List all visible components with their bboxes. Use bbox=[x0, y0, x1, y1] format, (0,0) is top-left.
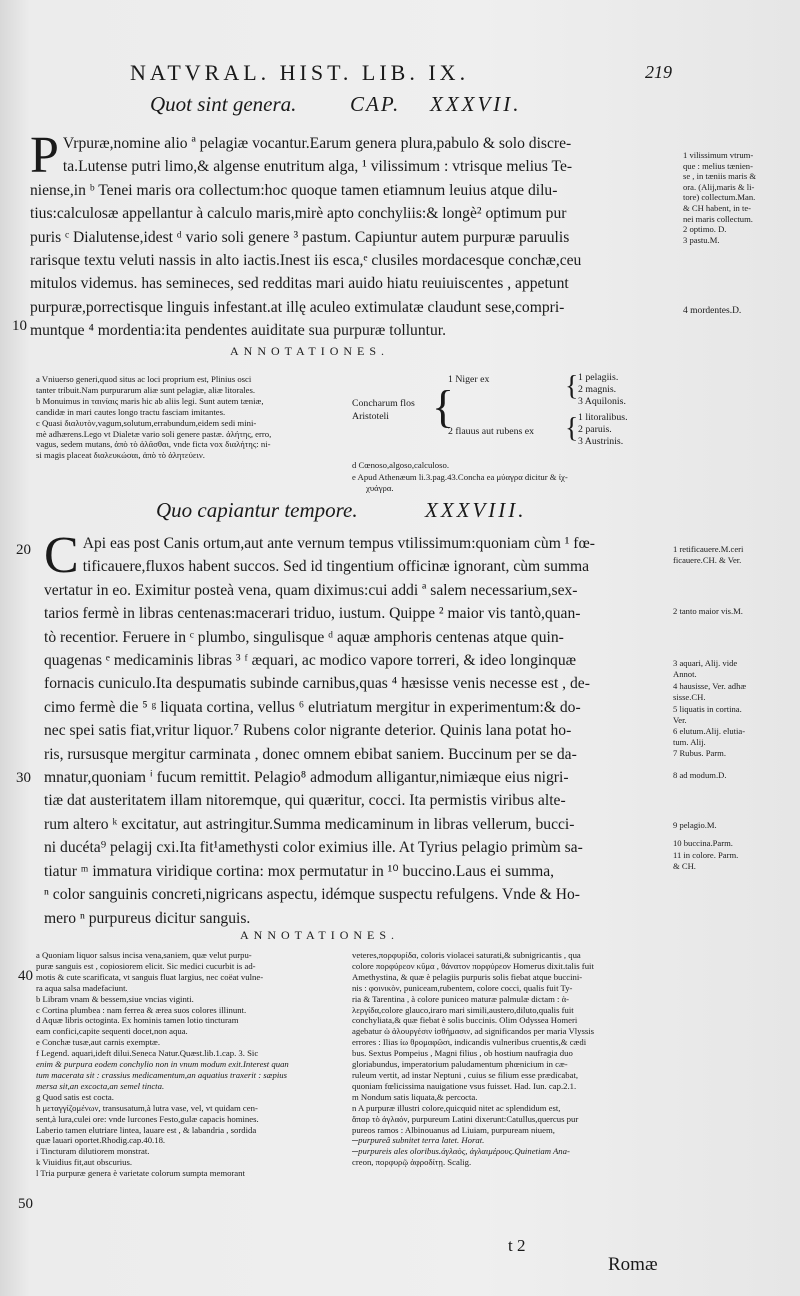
annotation-line: eam confici,capite sequenti docet,non aqua. bbox=[36, 1026, 188, 1037]
annotation-line: gloriabundus, imperatorium paludamentum phœnicium in cæ- bbox=[352, 1059, 568, 1070]
annotation-line: motis & cute scarificata, vt sanguis fluat largius, nec coëat vulne- bbox=[36, 971, 264, 982]
annotation-line: f Legend. aquari,ideft dilui.Seneca Natur.Quæst.lib.1.cap. 3. Sic bbox=[36, 1048, 259, 1059]
niger-item: 3 Aquilonis. bbox=[578, 396, 626, 407]
margin-note: ora. (Alij,maris & li- bbox=[683, 181, 755, 192]
signature-mark: t 2 bbox=[508, 1236, 526, 1255]
annotation-line: ruleum vertit, ad instar Neptuni , cuius se filium esse prædicabat, bbox=[352, 1069, 579, 1080]
margin-note-3 bbox=[673, 658, 737, 679]
niger-label: 1 Niger ex bbox=[448, 374, 490, 385]
margin-note-4: 4 mordentes.D. bbox=[683, 306, 742, 316]
margin-note: Annot. bbox=[673, 668, 697, 679]
annotation-line: mè adhærens.Lego vt Dialetæ vario soli genere pastæ. ἀλήτης, erro, bbox=[36, 428, 272, 439]
annotation-line: colore πορφύρεον κῦμα , θάνατον πορφύρεον Homerus dixit.talis fuit bbox=[352, 960, 594, 971]
text-line: quagenas ᵉ medicaminis libras ³ ᶠ æquari, ac modico vapore torreri, & ideo longinquæ bbox=[44, 652, 577, 670]
text-line: tiatur ᵐ immatura viridique cortina: mox permutatur in ¹⁰ buccino.Laus ei summa, bbox=[44, 862, 555, 880]
margin-note: & CH. bbox=[673, 860, 696, 871]
concharum-label: Concharum flos bbox=[352, 398, 415, 409]
margin-note-7: 7 Rubus. Parm. bbox=[673, 748, 726, 758]
annotation-line: g Quod satis est cocta. bbox=[36, 1091, 114, 1102]
annotation-line: sent,à lura,culei ore: vnde lurcones Festo,gulæ capacis homines. bbox=[36, 1113, 259, 1124]
chapter-37-body bbox=[30, 127, 670, 343]
annotation-line: ─purpureâ subnitet terra latet. Horat. bbox=[352, 1135, 485, 1146]
text-line: puris ᶜ Dialutense,idest ᵈ vario soli genere ³ pastum. Capiuntur autem purpuræ paruulis bbox=[30, 228, 570, 246]
text-line: mero ⁿ purpureus dicitur sanguis. bbox=[44, 909, 251, 927]
annotation-line: nis : φοινικὸν, puniceam,rubentem, colore cocci, qualis fuit Ty- bbox=[352, 982, 573, 993]
margin-notes-37 bbox=[683, 150, 756, 245]
margin-note: sisse.CH. bbox=[673, 691, 706, 702]
annotation-line: b Monuimus in ταινίαις maris hic ab aliis legi. Sunt autem tæniæ, bbox=[36, 395, 264, 406]
niger-list bbox=[578, 372, 626, 408]
annotation-line: ἄπαρ τὸ ἀγλαόν, purpureum Latini dixerunt:Catullus,quercus pur bbox=[352, 1113, 579, 1124]
margin-note: 6 elutum.Alij. elutia- bbox=[673, 726, 746, 736]
text-line: Api eas post Canis ortum,aut ante vernum tempus vtilissimum:quoniam cùm ¹ fœ- bbox=[82, 535, 595, 552]
flauus-item: 1 litoralibus. bbox=[578, 412, 628, 423]
niger-item: 2 magnis. bbox=[578, 384, 617, 395]
chapter-37-title: Quot sint genera. bbox=[150, 92, 297, 116]
text-line: muntque ⁴ mordentia:ita pendentes auiditate sua purpuræ tolluntur. bbox=[30, 322, 446, 340]
annotation-line: k Viuidius fit,aut obscurius. bbox=[36, 1157, 133, 1168]
margin-note: 1 vilissimum vtrum- bbox=[683, 150, 754, 160]
chapter-37-number: XXXVII. bbox=[430, 92, 522, 116]
margin-note: 3 pastu.M. bbox=[683, 234, 720, 245]
text-line: tificauere,fluxos habent succos. Sed id tingentium officinæ ignorant, cùm summa bbox=[82, 558, 590, 576]
text-line: ris, rursusque mergitur carminata , donec omnem ebibat saniem. Buccinum per se da- bbox=[44, 745, 577, 763]
flauus-item: 2 paruis. bbox=[578, 424, 612, 435]
annotation-d: d Cœnoso,algoso,calculoso. bbox=[352, 460, 450, 470]
annotations-heading: ANNOTATIONES. bbox=[230, 344, 390, 358]
margin-note-4 bbox=[673, 681, 746, 702]
margin-note: 5 liquatis in cortina. bbox=[673, 704, 742, 714]
annotation-line: mersa sit,an excocta,an semel tincta. bbox=[36, 1080, 165, 1091]
text-line: nec spei satis fiat,vritur liquor.⁷ Rubens color nigrante deterior. Quinis lana potat ho- bbox=[44, 722, 572, 740]
annotation-line: ria & Tarentina , à colore puniceo maturæ palmulæ dictam : ἁ- bbox=[352, 993, 570, 1004]
text-line: cimo fermè die ⁵ ᵍ liquata cortina, vellus ⁶ elutriatum mergitur in experimentum:& do- bbox=[44, 698, 581, 716]
annotation-e bbox=[352, 472, 568, 494]
text-line: purpuræ,porrectisque linguis infestant.at illę aculeo extimulatæ claudunt sese,compri- bbox=[30, 298, 565, 316]
margin-note: 1 retificauere.M.ceri bbox=[673, 544, 744, 554]
annotation-line: λεργίδα,colore glauco,iraro mari simili,austero,diluto,qualis fuit bbox=[352, 1004, 574, 1015]
annotation-line: enim & purpura eodem conchylio non in vnum modum exit.Interest quan bbox=[36, 1059, 289, 1070]
annotation-line: creon, πορφυρῷ ἀφροδίτῃ. Scalig. bbox=[352, 1157, 472, 1168]
margin-note: ficauere.CH. & Ver. bbox=[673, 554, 742, 565]
text-line: mitulos videmus. has semineces, sed redditas mari auido hiatu reuiuiscentes , appetunt bbox=[30, 275, 569, 293]
left-brace: { bbox=[432, 381, 455, 432]
margin-note: 3 aquari, Alij. vide bbox=[673, 658, 738, 668]
flauus-label: 2 flauus aut rubens ex bbox=[448, 426, 534, 437]
annotation-line: quoniam fœlicissima nauigatione vsus fuisset. Had. Iun. cap.2.1. bbox=[352, 1080, 577, 1091]
text-line: rarisque textu veluti nassis in alto iactis.Inest iis esca,ᵉ clusiles mordacesque conchæ,ceu bbox=[30, 252, 582, 270]
margin-note-10: 10 buccina.Parm. bbox=[673, 838, 733, 848]
annotation-line: puræ sanguis est , copiosiorem elicit. Sic medici cucurbit is ad- bbox=[36, 960, 256, 971]
annotation-line: ─purpureis ales oloribus.ἀγλαὸς, ἀγλαιμέρους.Quinetiam Ana- bbox=[352, 1146, 570, 1157]
margin-note: 4 hausisse, Ver. adhæ bbox=[673, 681, 747, 691]
text-line: niense,in ᵇ Tenei maris ora collectum:hoc quoque tamen etiamnum leuius atque dilu- bbox=[30, 181, 558, 199]
annotation-line: si magis placeat διαλευκώσαι, ἀπὸ τὸ ἀλητεύειν. bbox=[36, 450, 205, 461]
annotation-line: d Aquæ libris octoginta. Ex hominis tamen lotio tincturam bbox=[36, 1015, 239, 1026]
margin-note: tum. Alij. bbox=[673, 736, 706, 747]
annotation-line: i Tincturam dilutiorem monstrat. bbox=[36, 1146, 150, 1157]
annotation-line: h μεταγγίζομένων, transusatum,à lutra vase, vel, vt quidam cen- bbox=[36, 1102, 258, 1113]
annotations-left-column bbox=[36, 950, 289, 1179]
margin-note: 2 optimo. D. bbox=[683, 224, 727, 235]
text-line: rum altero ᵏ excitatur, aut astringitur.Summa medicaminum in libras vellerum, bucci- bbox=[44, 815, 575, 833]
text-line: ni ducéta⁹ pelagij cxi.Ita fit¹amethysti color eximius ille. At Tyrius pelagio primùm sa- bbox=[44, 839, 583, 857]
margin-note: se , in tæniis maris & bbox=[683, 171, 757, 182]
text-line: fornacis cuniculo.Ita despumatis subinde carnibus,quas ⁴ hæsisse venis necesse est , de- bbox=[44, 675, 590, 693]
annotation-line: m Nondum satis liquata,& percocta. bbox=[352, 1091, 478, 1102]
upper-brace: { bbox=[565, 371, 579, 402]
annotation-line: b Libram vnam & bessem,siue vncias viginti. bbox=[36, 993, 194, 1004]
line-number: 20 bbox=[16, 542, 31, 558]
line-number: 50 bbox=[18, 1196, 33, 1212]
running-head: NATVRAL. HIST. LIB. IX. bbox=[130, 60, 470, 85]
annotation-line: c Quasi διαλυτὸν,vagum,solutum,errabundum,eidem sedi mini- bbox=[36, 417, 257, 428]
annotation-line: χυάγρα. bbox=[366, 482, 394, 493]
annotation-line: quæ lauari oportet.Rhodig.cap.40.18. bbox=[36, 1135, 166, 1146]
margin-note: tore) collectum.Man. bbox=[683, 192, 756, 203]
annotation-line: veteres,πορφυρίδα, coloris violacei saturati,& subnigricantis , qua bbox=[352, 950, 581, 960]
margin-note-9: 9 pelagio.M. bbox=[673, 820, 717, 830]
text-line: ⁿ color sanguinis concreti,nigricans aspectu, idémque suspectu refulgens. Vnde & Ho- bbox=[44, 886, 580, 904]
annotation-line: bus. Sextus Pompeius , Magni filius , ob hostium naufragia duo bbox=[352, 1048, 573, 1059]
annotation-line: e Conchæ tusæ,aut carnis exemptæ. bbox=[36, 1037, 161, 1048]
niger-item: 1 pelagiis. bbox=[578, 372, 619, 383]
chapter-38-number: XXXVIII. bbox=[425, 498, 527, 522]
text-line: mnatur,quoniam ⁱ fucum remittit. Pelagio⁸ admodum alligantur,nimiæque eius nigri- bbox=[44, 769, 569, 787]
margin-note-1 bbox=[673, 544, 743, 565]
drop-cap: C bbox=[44, 527, 79, 584]
annotation-line: e Apud Athenæum li.3.pag.43.Concha ea μύαγρα dicitur & ἰχ- bbox=[352, 472, 568, 482]
annotation-line: tum macerata sit : crassius medicamentum,an aquatius traxerit : sæpius bbox=[36, 1069, 287, 1080]
line-number: 30 bbox=[16, 770, 31, 786]
annotation-line: conchyliata,& quæ fiebat è solis buccinis. Olim Odyssea Homeri bbox=[352, 1015, 578, 1026]
annotation-line: Laberio tamen elutriare lintea, lauare est , & labandria , sordida bbox=[36, 1124, 257, 1135]
margin-note: 11 in colore. Parm. bbox=[673, 850, 739, 860]
text-line: tò recentior. Feruere in ᶜ plumbo, singulisque ᵈ aquæ amphoris centenas atque quin- bbox=[44, 628, 564, 646]
annotation-line: vagus, sedem mutans, ἀπὸ τὸ ἀλᾶσθαι, vnde ficta vox διαλήτης: ni- bbox=[36, 439, 271, 450]
text-line: tarios fermè in libras centenas:macerari triduo, iustum. Quippe ² maior vis tantò,quan- bbox=[44, 605, 581, 623]
lower-brace: { bbox=[565, 413, 579, 444]
text-line: Vrpuræ,nomine alio ª pelagiæ vocantur.Earum genera plura,pabulo & solo discre- bbox=[62, 135, 572, 152]
annotation-line: Amethystina, & quæ è pelagiis purpuris solis fiebat atque buccini- bbox=[352, 971, 583, 982]
margin-note-5 bbox=[673, 704, 742, 725]
annotation-line: l Tria purpuræ genera è varietate colorum sumpta memorant bbox=[36, 1168, 245, 1179]
line-number: 40 bbox=[18, 968, 33, 984]
flauus-item: 3 Austrinis. bbox=[578, 436, 624, 447]
chapter-37-cap-label: CAP. bbox=[350, 92, 401, 116]
margin-note-11 bbox=[673, 850, 738, 871]
annotation-line: errores : Ilias ἰω θρομαφῶσι, indicandis vulneribus cruentis,& cædi bbox=[352, 1037, 587, 1048]
drop-cap: P bbox=[30, 127, 59, 184]
margin-note: que : melius tænien- bbox=[683, 160, 753, 171]
flauus-list bbox=[578, 412, 628, 448]
text-line: tius:calculosæ appellantur à calculo maris,mirè apto conchyliis:& longè² optimum pur bbox=[30, 205, 567, 223]
text-line: vertatur in eo. Eximitur posteà vena, quam diximus:cui addi ª salem necessarium,sex- bbox=[44, 581, 578, 599]
annotation-line: candidæ in mari cautes longo tractu fasciam imitantes. bbox=[36, 406, 226, 417]
text-line: ta.Lutense putri limo,& algense enutritum alga, ¹ vilissimum : vtrisque melius Te- bbox=[62, 158, 573, 176]
margin-note: nei maris collectum. bbox=[683, 213, 753, 224]
annotation-line: tanter tribuit.Nam purpurarum aliæ sunt pelagiæ, aliæ litorales. bbox=[36, 384, 256, 395]
annotations-heading: ANNOTATIONES. bbox=[240, 928, 400, 942]
annotation-line: c Cortina plumbea : nam ferrea & ærea suos colores illinunt. bbox=[36, 1004, 247, 1015]
annotation-line: agebatur ὡ ἁλουργέσιν ἰσθήμασιν, ad significandos per maria Vlyssis bbox=[352, 1026, 595, 1037]
margin-note: & CH habent, in te- bbox=[683, 202, 752, 213]
annotation-line: ra aqua salsa madefaciunt. bbox=[36, 982, 128, 993]
line-number: 10 bbox=[12, 318, 27, 334]
annotation-line: a Quoniam liquor salsus incisa vena,saniem, quæ velut purpu- bbox=[36, 950, 252, 960]
chapter-38-body bbox=[44, 527, 674, 930]
catchword: Romæ bbox=[608, 1254, 658, 1275]
aristoteli-label: Aristoteli bbox=[352, 411, 390, 422]
annotations-left-column bbox=[36, 374, 271, 461]
annotation-line: pureos ramos : Albinouanus ad Liuiam, purpuream niuem, bbox=[352, 1124, 555, 1135]
annotations-right-column bbox=[352, 950, 594, 1168]
page-number: 219 bbox=[645, 62, 672, 82]
margin-note: Ver. bbox=[673, 714, 687, 725]
annotation-line: n A purpuræ illustri colore,quicquid nitet ac splendidum est, bbox=[352, 1102, 561, 1113]
annotation-line: a Vniuerso generi,quod situs ac loci proprium est, Plinius osci bbox=[36, 374, 252, 384]
margin-note-2: 2 tanto maior vis.M. bbox=[673, 606, 743, 616]
text-line: tiæ dat austeritatem illam nitoremque, qui quæritur, cocci. Ita permistis viribus alte- bbox=[44, 792, 566, 810]
margin-note-8: 8 ad modum.D. bbox=[673, 770, 727, 780]
margin-note-6 bbox=[673, 726, 745, 747]
chapter-38-title: Quo capiantur tempore. bbox=[156, 498, 358, 522]
